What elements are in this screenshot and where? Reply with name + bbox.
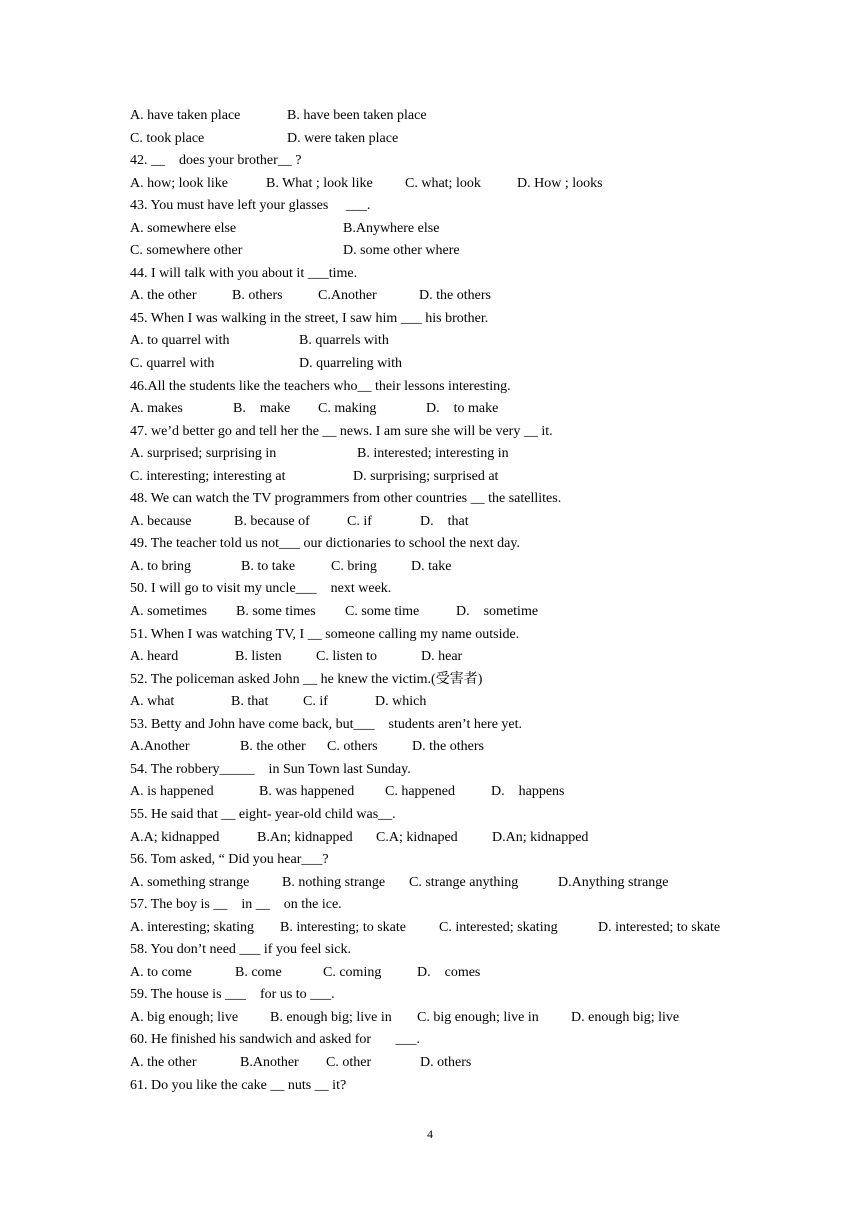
answer-option: C. coming	[323, 964, 382, 980]
question-stem: 60. He finished his sandwich and asked for ___.	[130, 1032, 421, 1048]
answer-options-row	[130, 781, 810, 804]
answer-option: B. interesting; to skate	[280, 919, 406, 935]
answer-options-row	[130, 511, 810, 534]
answer-option: B. was happened	[259, 784, 355, 800]
answer-option: A. to come	[130, 964, 192, 980]
answer-option: C.A; kidnaped	[376, 829, 458, 845]
answer-option: B. the other	[240, 739, 306, 755]
answer-options-row	[130, 1052, 810, 1075]
answer-option: B. come	[235, 964, 282, 980]
question-stem: 48. We can watch the TV programmers from other countries __ the satellites.	[130, 491, 562, 507]
answer-options-row	[130, 218, 810, 241]
question-stem: 59. The house is ___ for us to ___.	[130, 987, 335, 1003]
answer-options-row	[130, 827, 810, 850]
answer-option: A. the other	[130, 288, 197, 304]
answer-option: D. some other where	[343, 243, 460, 259]
answer-option: D. hear	[421, 649, 463, 665]
answer-option: A. is happened	[130, 784, 214, 800]
answer-option: B. nothing strange	[282, 874, 386, 890]
answer-option: A. what	[130, 694, 175, 710]
answer-option: A. heard	[130, 649, 179, 665]
answer-option: B. listen	[235, 649, 282, 665]
answer-option: C. interesting; interesting at	[130, 468, 286, 484]
answer-option: D. happens	[491, 784, 565, 800]
answer-options-row	[130, 240, 810, 263]
answer-option: A. to bring	[130, 558, 192, 574]
question-stem: 54. The robbery_____ in Sun Town last Sunday.	[130, 761, 411, 777]
question-stem: 45. When I was walking in the street, I saw him ___ his brother.	[130, 310, 489, 326]
question-stem: 52. The policeman asked John __ he knew the victim.(受害者)	[130, 671, 483, 687]
question-stem: 53. Betty and John have come back, but___ students aren’t here yet.	[130, 716, 523, 732]
answer-option: A. how; look like	[130, 175, 228, 191]
answer-option: B. have been taken place	[287, 108, 427, 123]
answer-option: C. big enough; live in	[417, 1009, 539, 1025]
answer-options-row	[130, 736, 810, 759]
answer-options-row	[130, 962, 810, 985]
answer-option: D. quarreling with	[299, 356, 403, 372]
answer-option: C.Another	[318, 288, 377, 304]
question-stem: 51. When I was watching TV, I __ someone calling my name outside.	[130, 626, 520, 642]
answer-option: C. quarrel with	[130, 356, 215, 372]
answer-option: D. were taken place	[287, 130, 399, 146]
answer-option: B. that	[231, 694, 269, 710]
answer-option: C. making	[318, 401, 377, 417]
answer-option: D. comes	[417, 964, 481, 980]
answer-options-row	[130, 872, 810, 895]
answer-option: B. interested; interesting in	[357, 446, 509, 462]
question-stem: 47. we’d better go and tell her the __ news. I am sure she will be very __ it.	[130, 423, 553, 439]
answer-options-row	[130, 128, 810, 151]
answer-option: D. take	[411, 558, 452, 574]
answer-option: A.Another	[130, 739, 190, 755]
answer-option: B. make	[233, 401, 291, 417]
answer-option: C. listen to	[316, 649, 378, 665]
answer-option: C. bring	[331, 558, 377, 574]
answer-option: C. interested; skating	[439, 919, 558, 935]
answer-option: C. took place	[130, 130, 205, 146]
answer-option: B. What ; look like	[266, 175, 373, 191]
question-stem: 43. You must have left your glasses ___.	[130, 198, 371, 214]
answer-options-row	[130, 443, 810, 466]
answer-options-row	[130, 1007, 810, 1030]
answer-option: B.Another	[240, 1054, 299, 1070]
answer-option: B. some times	[236, 604, 316, 620]
answer-option: A. somewhere else	[130, 220, 237, 236]
answer-option: A. interesting; skating	[130, 919, 255, 935]
page-number: 4	[427, 1127, 433, 1141]
answer-option: C. some time	[345, 604, 420, 620]
answer-option: B. enough big; live in	[270, 1009, 392, 1025]
answer-option: B.Anywhere else	[343, 220, 440, 236]
answer-option: B.An; kidnapped	[257, 829, 353, 845]
question-stem: 56. Tom asked, “ Did you hear___?	[130, 852, 329, 868]
answer-option: C. happened	[385, 784, 455, 800]
answer-options-row	[130, 353, 810, 376]
answer-options-row	[130, 466, 810, 489]
answer-option: D. the others	[419, 288, 491, 304]
question-stem: 57. The boy is __ in __ on the ice.	[130, 897, 342, 913]
answer-option: A. have taken place	[130, 108, 241, 123]
answer-option: C. what; look	[405, 175, 481, 191]
question-stem: 42. __ does your brother__ ?	[130, 153, 302, 169]
answer-options-row	[130, 398, 810, 421]
answer-option: D. How ; looks	[517, 175, 603, 191]
answer-option: B. quarrels with	[299, 333, 389, 349]
answer-option: D. to make	[426, 401, 499, 417]
answer-options-row	[130, 601, 810, 624]
answer-option: A. big enough; live	[130, 1009, 239, 1025]
answer-options-row	[130, 556, 810, 579]
answer-option: D. interested; to skate	[598, 919, 721, 935]
answer-option: D. enough big; live	[571, 1009, 680, 1025]
answer-options-row	[130, 173, 810, 196]
question-list	[130, 105, 810, 1097]
question-stem: 50. I will go to visit my uncle___ next week.	[130, 581, 392, 597]
answer-option: D.An; kidnapped	[492, 829, 589, 845]
answer-option: B. because of	[234, 513, 310, 529]
answer-option: D. others	[420, 1054, 472, 1070]
answer-option: A. surprised; surprising in	[130, 446, 277, 462]
answer-option: C. if	[303, 694, 328, 710]
answer-options-row	[130, 330, 810, 353]
answer-options-row	[130, 285, 810, 308]
answer-option: D. sometime	[456, 604, 539, 620]
answer-option: D. which	[375, 694, 427, 710]
question-stem: 46.All the students like the teachers who__ their lessons interesting.	[130, 378, 511, 394]
answer-option: A. the other	[130, 1054, 197, 1070]
answer-options-row	[130, 917, 810, 940]
answer-options-row	[130, 105, 810, 128]
answer-option: C. others	[327, 739, 378, 755]
answer-option: A. sometimes	[130, 604, 207, 620]
answer-option: A. because	[130, 513, 192, 529]
answer-option: D. that	[420, 513, 469, 529]
answer-option: C. somewhere other	[130, 243, 243, 259]
answer-option: A.A; kidnapped	[130, 829, 220, 845]
answer-option: B. to take	[241, 558, 296, 574]
answer-option: B. others	[232, 288, 283, 304]
question-stem: 58. You don’t need ___ if you feel sick.	[130, 942, 351, 958]
answer-option: D. surprising; surprised at	[353, 468, 499, 484]
answer-options-row	[130, 646, 810, 669]
question-stem: 44. I will talk with you about it ___time.	[130, 265, 358, 281]
answer-option: D. the others	[412, 739, 484, 755]
answer-option: A. to quarrel with	[130, 333, 230, 349]
answer-option: A. something strange	[130, 874, 250, 890]
answer-option: C. other	[326, 1054, 372, 1070]
question-stem: 55. He said that __ eight- year-old child was__.	[130, 806, 396, 822]
answer-options-row	[130, 691, 810, 714]
answer-option: A. makes	[130, 401, 183, 417]
answer-option: C. strange anything	[409, 874, 519, 890]
question-stem: 49. The teacher told us not___ our dictionaries to school the next day.	[130, 536, 520, 552]
answer-option: C. if	[347, 513, 372, 529]
question-stem: 61. Do you like the cake __ nuts __ it?	[130, 1077, 347, 1093]
answer-option: D.Anything strange	[558, 874, 669, 890]
